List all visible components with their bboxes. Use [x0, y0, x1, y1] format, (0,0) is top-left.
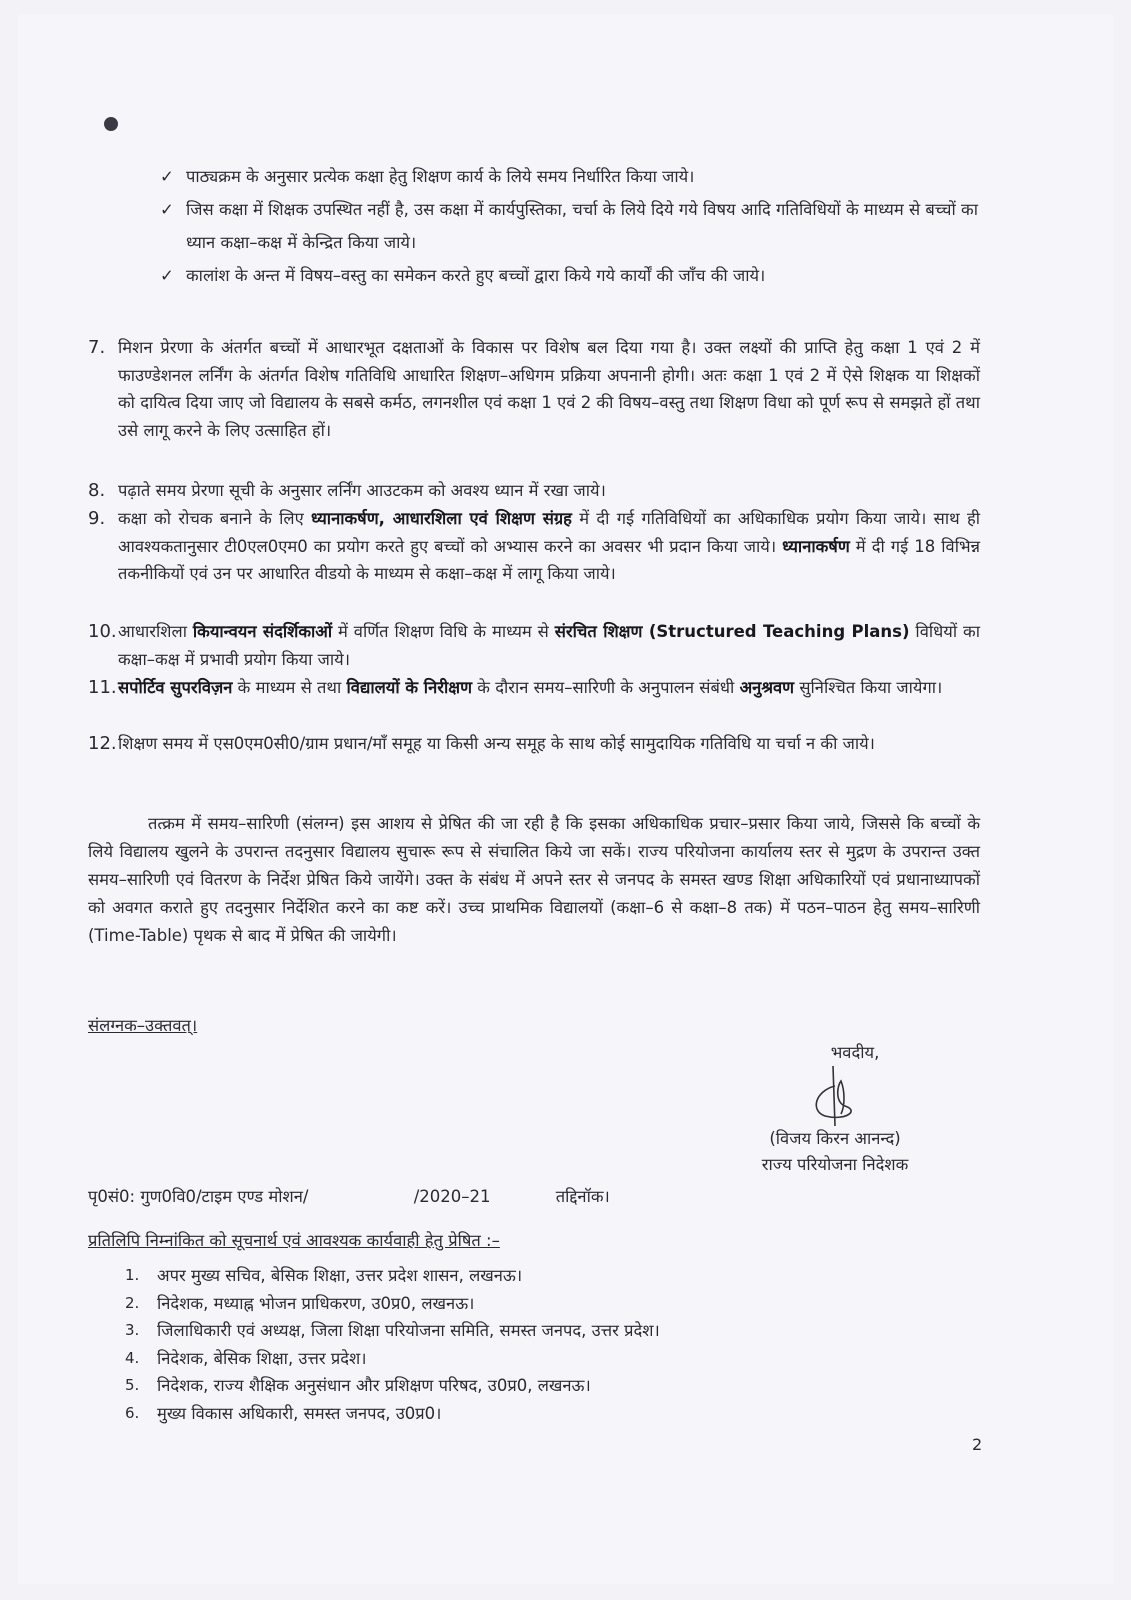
copy-list: [125, 1262, 660, 1427]
bullet-list: [160, 160, 978, 292]
point-8: 8. पढ़ाते समय प्रेरणा सूची के अनुसार लर्निंग आउटकम को अवश्य ध्यान में रखा जाये।: [88, 480, 606, 501]
point-10: 10. आधारशिला कियान्वयन संदर्शिकाओं में वर्णित शिक्षण विधि के माध्यम से संरचित शिक्षण (Structured Teaching Plans) विधियों का कक्षा–कक्ष में प्रभावी प्रयोग किया जाये।: [88, 621, 980, 669]
list-item: 6. मुख्य विकास अधिकारी, समस्त जनपद, उ0प्र0।: [125, 1403, 442, 1423]
list-item: 4. निदेशक, बेसिक शिक्षा, उत्तर प्रदेश।: [125, 1348, 367, 1368]
check-icon: ✓: [160, 200, 174, 219]
check-icon: ✓: [160, 167, 174, 186]
copy-heading: प्रतिलिपि निम्नांकित को सूचनार्थ एवं आवश्यक कार्यवाही हेतु प्रेषित :–: [88, 1231, 500, 1250]
check-icon: ✓: [160, 266, 174, 285]
point-12: 12. शिक्षण समय में एस0एम0सी0/ग्राम प्रधान/माँ समूह या किसी अन्य समूह के साथ कोई सामुदायिक गतिविधि या चर्चा न की जाये।: [88, 733, 875, 754]
list-item: 2. निदेशक, मध्याह्न भोजन प्राधिकरण, उ0प्र0, लखनऊ।: [125, 1293, 475, 1313]
bullet-item: ✓ पाठ्यक्रम के अनुसार प्रत्येक कक्षा हेतु शिक्षण कार्य के लिये समय निर्धारित किया जाये।: [160, 160, 978, 193]
page-number: 2: [972, 1435, 983, 1454]
bullet-item: ✓ कालांश के अन्त में विषय–वस्तु का समेकन करते हुए बच्चों द्वारा किये गये कार्यों की जाँच की जाये।: [160, 259, 978, 292]
list-item: 3. जिलाधिकारी एवं अध्यक्ष, जिला शिक्षा परियोजना समिति, समस्त जनपद, उत्तर प्रदेश।: [125, 1321, 660, 1340]
list-item: 1. अपर मुख्य सचिव, बेसिक शिक्षा, उत्तर प्रदेश शासन, लखनऊ।: [125, 1266, 523, 1285]
reference-line: पृ0सं0: गुण0वि0/टाइम एण्ड मोशन/ /2020–21 तद्दिनॉक।: [88, 1187, 610, 1206]
point-7: 7. मिशन प्रेरणा के अंतर्गत बच्चों में आधारभूत दक्षताओं के विकास पर विशेष बल दिया गया है। उक्त लक्ष्यों की प्राप्ति हेतु कक्षा 1 एवं 2 में फाउण्डेशनल लर्निंग के अंतर्गत विशेष गतिविधि आधारित शिक्षण–अधिगम प्रक्रिया अपनानी होगी। अतः कक्षा 1 एवं 2 में ऐसे शिक्षक या शिक्षकों को दायित्व दिया जाए जो विद्यालय के सबसे कर्मठ, लगनशील एवं कक्षा 1 एवं 2 की विषय–वस्तु तथा शिक्षण विधा को पूर्ण रूप से समझते हों तथा उसे लागू करने के लिए उत्साहित हों।: [88, 337, 980, 440]
signature-block: भवदीय, (विजय किरन आनन्द) राज्य परियोजना निदेशक: [761, 1043, 909, 1174]
body-paragraph: तत्क्रम में समय–सारिणी (संलग्न) इस आशय से प्रेषित की जा रही है कि इसका अधिकाधिक प्रचार–प्रसार किया जाये, जिससे कि बच्चों के लिये विद्यालय खुलने के उपरान्त तदनुसार विद्यालय सुचारू रूप से संचालित किये जा सकें। राज्य परियोजना कार्यालय स्तर से मुद्रण के उपरान्त उक्त समय–सारिणी एवं वितरण के निर्देश प्रेषित किये जायेंगे। उक्त के संबंध में अपने स्तर से जनपद के समस्त खण्ड शिक्षा अधिकारियों एवं प्रधानाध्यापकों को अवगत कराते हुए तदनुसार निर्देशित करने का कष्ट करें। उच्च प्राथमिक विद्यालयों (कक्षा–6 से कक्षा–8 तक) में पठन–पाठन हेतु समय–सारिणी (Time-Table) पृथक से बाद में प्रेषित की जायेगी।: [88, 814, 980, 945]
handwritten-signature: [775, 1066, 895, 1126]
list-item: 5. निदेशक, राज्य शैक्षिक अनुसंधान और प्रशिक्षण परिषद, उ0प्र0, लखनऊ।: [125, 1376, 591, 1395]
punch-mark: [104, 117, 118, 131]
point-11: 11. सपोर्टिव सुपरविज़न के माध्यम से तथा विद्यालयों के निरीक्षण के दौरान समय–सारिणी के अनुपालन संबंधी अनुश्रवण सुनिश्चित किया जायेगा।: [88, 677, 943, 698]
bullet-item: ✓ जिस कक्षा में शिक्षक उपस्थित नहीं है, उस कक्षा में कार्यपुस्तिका, चर्चा के लिये दिये गये विषय आदि गतिविधियों के माध्यम से बच्चों का ध्यान कक्षा–कक्ष में केन्द्रित किया जाये।: [160, 193, 978, 259]
point-9: 9. कक्षा को रोचक बनाने के लिए ध्यानाकर्षण, आधारशिला एवं शिक्षण संग्रह में दी गई गतिविधियों का अधिकाधिक प्रयोग किया जाये। साथ ही आवश्यकतानुसार टी0एल0एम0 का प्रयोग करते हुए बच्चों को अभ्यास करने का अवसर भी प्रदान किया जाये। ध्यानाकर्षण में दी गई 18 विभिन्न तकनीकियों एवं उन पर आधारित वीडयो के माध्यम से कक्षा–कक्ष में लागू किया जाये।: [88, 508, 980, 583]
enclosure-note: संलग्नक–उक्तवत्।: [88, 1016, 198, 1035]
